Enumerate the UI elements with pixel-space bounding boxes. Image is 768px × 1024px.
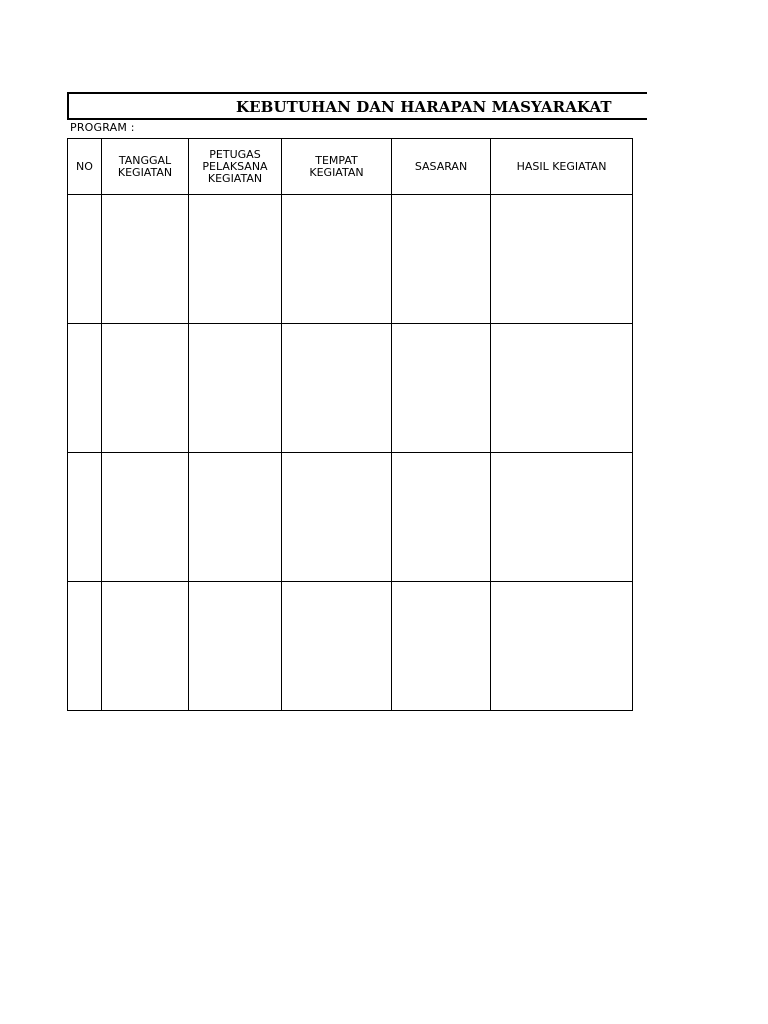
table-cell[interactable] <box>392 582 491 711</box>
table-cell[interactable] <box>392 453 491 582</box>
table-cell[interactable] <box>189 453 282 582</box>
table-cell[interactable] <box>282 453 392 582</box>
table-cell[interactable] <box>189 195 282 324</box>
table-cell[interactable] <box>491 453 633 582</box>
table-row <box>68 195 633 324</box>
table-row <box>68 453 633 582</box>
table-cell[interactable] <box>68 195 102 324</box>
table-cell[interactable] <box>491 324 633 453</box>
header-tanggal-kegiatan: TANGGAL KEGIATAN <box>102 139 189 195</box>
table-cell[interactable] <box>68 453 102 582</box>
table-cell[interactable] <box>392 195 491 324</box>
table-cell[interactable] <box>282 195 392 324</box>
header-tempat-kegiatan: TEMPAT KEGIATAN <box>282 139 392 195</box>
table-cell[interactable] <box>102 324 189 453</box>
program-label: PROGRAM : <box>70 121 135 134</box>
activity-table <box>67 138 633 711</box>
header-no: NO <box>68 139 102 195</box>
table-cell[interactable] <box>68 582 102 711</box>
header-petugas-pelaksana-kegiatan: PETUGAS PELAKSANA KEGIATAN <box>189 139 282 195</box>
table-cell[interactable] <box>491 582 633 711</box>
table-cell[interactable] <box>189 324 282 453</box>
table-header-row <box>68 139 633 195</box>
table-cell[interactable] <box>102 195 189 324</box>
table-cell[interactable] <box>189 582 282 711</box>
table-cell[interactable] <box>68 324 102 453</box>
document-title: KEBUTUHAN DAN HARAPAN MASYARAKAT <box>236 98 612 116</box>
table-cell[interactable] <box>102 453 189 582</box>
table-cell[interactable] <box>102 582 189 711</box>
table-row <box>68 324 633 453</box>
header-sasaran: SASARAN <box>392 139 491 195</box>
table-row <box>68 582 633 711</box>
table-cell[interactable] <box>392 324 491 453</box>
table-cell[interactable] <box>282 324 392 453</box>
document-title-box <box>67 92 647 120</box>
table-cell[interactable] <box>491 195 633 324</box>
header-hasil-kegiatan: HASIL KEGIATAN <box>491 139 633 195</box>
table-cell[interactable] <box>282 582 392 711</box>
